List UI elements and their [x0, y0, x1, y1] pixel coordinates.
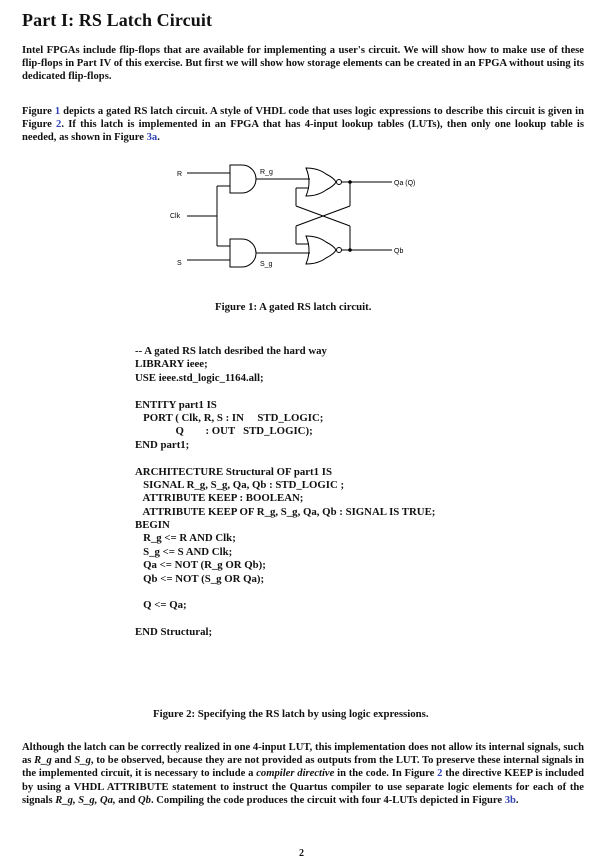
code-line: Q <= Qa;	[135, 599, 187, 612]
input-s-label: S	[177, 260, 182, 267]
page-number: 2	[299, 848, 304, 859]
figure-2-link[interactable]: 2	[437, 768, 443, 780]
code-line	[135, 586, 575, 599]
code-line: S_g <= S AND Clk;	[135, 545, 233, 558]
code-line: Qb <= NOT (S_g OR Qa);	[135, 572, 265, 585]
rs-latch-circuit-diagram	[170, 162, 416, 277]
code-line: R_g <= R AND Clk;	[135, 532, 236, 545]
output-qa-label: Qa (Q)	[394, 180, 416, 187]
code-line: ENTITY part1 IS	[135, 398, 217, 411]
intro-paragraph: Intel FPGAs include flip-flops that are available for implementing a user's circuit. We will show how to make use of these flip-flops in Part IV of this exercise. But first we will show how storage elements can be created in an FPGA without using its dedicated flip-flops.	[22, 45, 584, 83]
code-line: Qa <= NOT (R_g OR Qb);	[135, 559, 266, 572]
code-line: Q : OUT STD_LOGIC);	[135, 425, 313, 438]
code-line: -- A gated RS latch desribed the hard way	[135, 345, 327, 357]
and-gate-s	[230, 239, 256, 267]
output-qb-label: Qb	[394, 248, 404, 255]
figure-3a-link[interactable]: 3a	[146, 132, 158, 144]
code-line	[135, 613, 575, 626]
code-line: SIGNAL R_g, S_g, Qa, Qb : STD_LOGIC ;	[135, 478, 345, 491]
input-r-label: R	[177, 171, 183, 178]
figure-2-link[interactable]: 2	[56, 119, 62, 131]
figure-3b-link[interactable]: 3b	[504, 794, 516, 806]
paragraph-figure-description: Figure 1 depicts a gated RS latch circuit. A style of VHDL code that uses logic expressions to describe this circuit is given in Figure 2. If this latch is implemented in an FPGA that has 4-input lookup tables (LUTs), then only one lookup table is needed, as shown in Figure 3a.	[22, 106, 584, 144]
nor-gate-a	[306, 168, 336, 196]
section-title: Part I: RS Latch Circuit	[22, 10, 213, 30]
nor-gate-b	[306, 236, 336, 264]
code-line: ATTRIBUTE KEEP : BOOLEAN;	[135, 492, 304, 505]
code-line: ATTRIBUTE KEEP OF R_g, S_g, Qa, Qb : SIGNAL IS TRUE;	[135, 505, 436, 518]
and-gate-r	[230, 165, 256, 193]
figure-2-caption: Figure 2: Specifying the RS latch by using logic expressions.	[153, 708, 429, 720]
code-line: BEGIN	[135, 519, 170, 532]
code-line: ARCHITECTURE Structural OF part1 IS	[135, 465, 332, 478]
code-line: LIBRARY ieee;	[135, 358, 208, 371]
figure-1-link[interactable]: 1	[54, 106, 61, 117]
vhdl-code-listing	[135, 345, 575, 640]
input-clk-label: Clk	[170, 213, 181, 220]
signal-sg-label: S_g	[260, 261, 273, 268]
code-line: PORT ( Clk, R, S : IN STD_LOGIC;	[135, 411, 324, 424]
code-line: END part1;	[135, 438, 190, 451]
code-line: USE ieee.std_logic_1164.all;	[135, 371, 264, 384]
code-line	[135, 452, 575, 465]
signal-rg-label: R_g	[260, 169, 273, 176]
code-line: END Structural;	[135, 626, 213, 639]
figure-1-caption: Figure 1: A gated RS latch circuit.	[215, 301, 372, 313]
code-line	[135, 385, 575, 398]
paragraph-keep-directive: Although the latch can be correctly realized in one 4-input LUT, this implementation does not allow its internal signals, such as R_g and S_g, to be observed, because they are not provided as outputs from the LUT. To preserve these internal signals in the implemented circuit, it is necessary to include a compiler directive in the code. In Figure 2 the directive KEEP is included by using a VHDL ATTRIBUTE statement to instruct the Quartus compiler to use separate logic elements for each of the signals R_g, S_g, Qa, and Qb. Compiling the code produces the circuit with four 4-LUTs depicted in Figure 3b.	[22, 742, 585, 806]
